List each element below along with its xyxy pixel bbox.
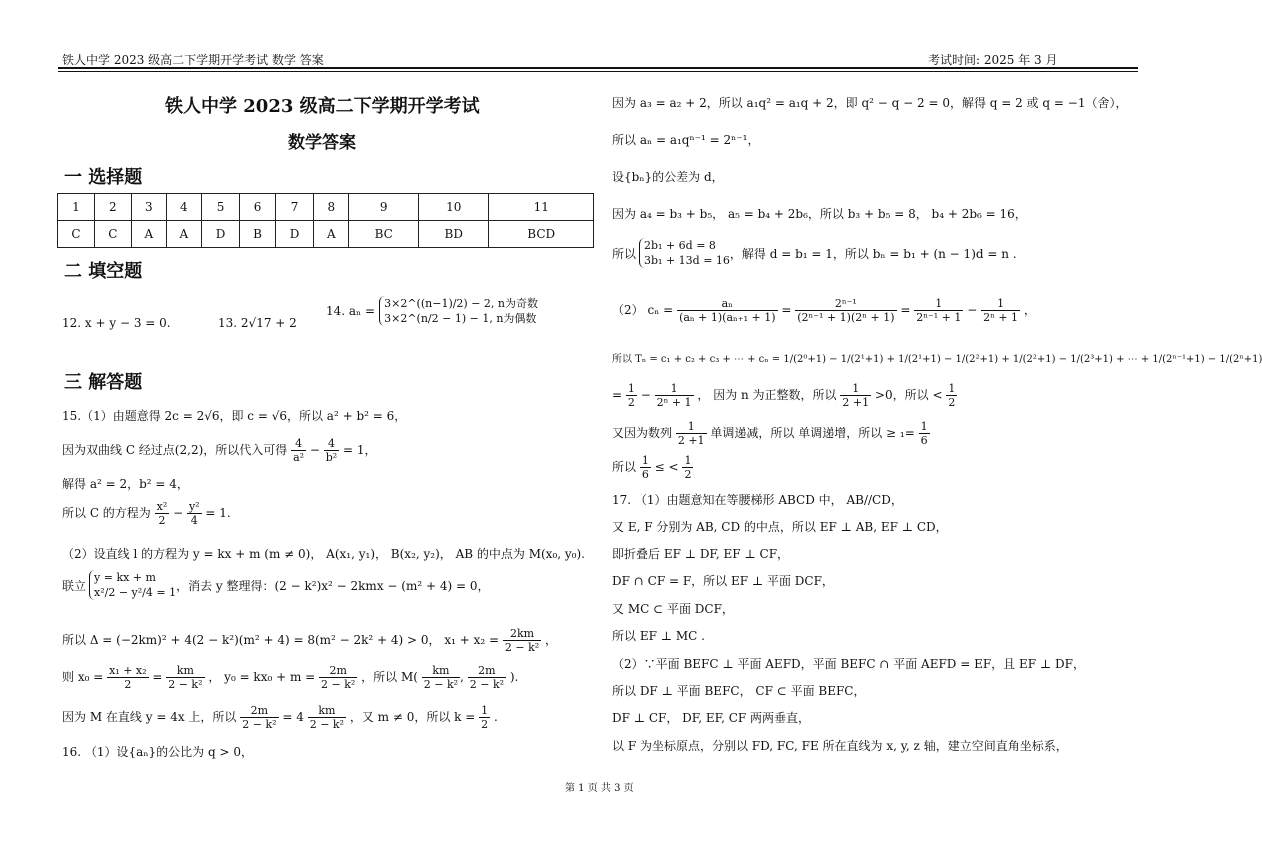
q15-line-7-text: 所以 Δ = (−2km)² + 4(2 − k²)(m² + 4) = 8(m² − 2k² + 4) > 0， x₁ + x₂ = [62,633,500,647]
q15-line-8-mid2: ，所以 M( [361,670,418,684]
fraction: $\frac{1}{6}$ [920,420,928,447]
r-line-13: 即折叠后 EF ⊥ DF, EF ⊥ CF， [612,547,790,561]
fraction: $\frac{2m}{\text{2 − k²}}$ [242,704,277,731]
fraction: $\frac{1}{2}$ [481,704,489,731]
q15-system [89,570,176,600]
r-line-10 [612,454,693,481]
r-system-eq2: 3b₁ + 13d = 16 [644,254,730,267]
r-line-14: DF ∩ CF = F，所以 EF ⊥ 平面 DCF， [612,574,834,588]
answer-choice: A [314,221,349,248]
r-line-20: 以 F 为坐标原点，分别以 FD, FC, FE 所在直线为 x, y, z 轴，建立空间直角坐标系， [612,739,1068,753]
fraction: $\frac{1}{\text{2ⁿ + 1}}$ [983,297,1019,324]
r-line-5-text: 所以 [612,246,637,261]
answer-number: 3 [131,194,166,221]
r-line-9-mid: 单调递减，所以 单调递增，所以 ≥ ₁= [710,426,915,440]
q15-line-9-mid: = 4 [282,710,304,724]
r-system [639,238,730,268]
fraction: $\frac{\text{aₙ}}{\text{(aₙ + 1)(aₙ₊₁ + 1)}}$ [679,297,776,324]
answer-choice: BCD [489,221,594,248]
answer-choice-row [58,221,594,248]
r-line-19: DF ⊥ CF， DF, EF, CF 两两垂直， [612,711,811,725]
answer-number: 9 [349,194,419,221]
fill-13-value: 2√17 + 2 [240,316,297,330]
fraction: $\frac{2m}{\text{2 − k²}}$ [469,664,505,691]
answer-number: 11 [489,194,594,221]
section-heading-choice: 一 选择题 [64,167,143,188]
answer-number: 7 [275,194,313,221]
fraction: $\frac{4}{\text{a²}}$ [293,437,305,464]
r-line-7 [612,350,1262,365]
fraction: $\frac{1}{\text{2ⁿ + 1}}$ [656,382,692,409]
q15-system-eq2: x²/2 − y²/4 = 1 [94,586,177,599]
r-line-5-end: ，解得 d = b₁ = 1，所以 bₙ = b₁ + (n − 1)d = n . [729,246,1017,261]
fraction: $\frac{2m}{\text{2 − k²}}$ [321,664,356,691]
fraction: $\frac{km}{\text{2 − k²}}$ [168,664,203,691]
q15-line-9-end: . [493,710,498,724]
fill-14-cases [379,296,538,326]
q15-line-8: 则 x₀ = $\frac{\text{x₁ + x₂}}{2}$ = $\frac{km}{\text{2 − k²}}$ ， y₀ = kx₀ + m = $\frac{2m}{\text{2 − k²}}$ ，所以 M( $\frac{km}{\text{2 − k²}}$ , $\frac{2m}{\text{2 − k²}}$ ). [62,664,519,691]
answer-number: 10 [419,194,489,221]
r-line-10-mid: ≤ < [654,460,679,474]
answer-choice: D [275,221,313,248]
r-line-9 [612,420,930,447]
r-line-8-mid: ， 因为 n 为正整数，所以 [697,388,837,402]
q15-line-3: 解得 a² = 2，b² = 4， [62,477,189,491]
answer-number: 5 [201,194,239,221]
r-line-11: 17. （1）由题意知在等腰梯形 ABCD 中， AB//CD， [612,493,903,507]
fill-answer-13 [218,316,297,330]
section-heading-solve: 三 解答题 [64,372,143,393]
answer-choice: C [94,221,131,248]
q15-line-7 [62,627,557,654]
fraction: $\frac{\text{2ⁿ⁻¹}}{\text{(2ⁿ⁻¹ + 1)(2ⁿ + 1)}}$ [797,297,895,324]
page-title: 铁人中学 2023 级高二下学期开学考试 [165,96,480,117]
q15-line-8-mid: ， y₀ = kx₀ + m = [208,670,316,684]
r-line-6-end: ， [1023,303,1036,317]
answer-number: 4 [166,194,201,221]
answer-number: 1 [58,194,95,221]
r-line-10-text: 所以 [612,460,637,474]
fraction: $\frac{1}{2}$ [948,382,956,409]
fill-13-label: 13. [218,316,238,330]
q15-system-eq1: y = kx + m [94,571,156,584]
fill-answer-14 [326,296,538,326]
r-line-15: 又 MC ⊂ 平面 DCF， [612,602,734,616]
q15-line-9-text: 因为 M 在直线 y = 4x 上，所以 [62,710,237,724]
answer-number-row [58,194,594,221]
q16-line-1: 16. （1）设{aₙ}的公比为 q > 0， [62,745,253,759]
fraction: $\frac{\text{y²}}{4}$ [188,500,200,527]
r-line-2: 所以 aₙ = a₁qⁿ⁻¹ = 2ⁿ⁻¹， [612,133,760,147]
answer-choice: BC [349,221,419,248]
answer-choice: BD [419,221,489,248]
section-heading-fill: 二 填空题 [64,261,143,282]
fraction: $\frac{1}{2 +1}$ [842,382,870,409]
r-line-16: 所以 EF ⊥ MC . [612,629,705,643]
fraction: $\frac{1}{2}$ [684,454,692,481]
q15-line-2-text: 因为双曲线 C 经过点(2,2)，所以代入可得 [62,443,288,457]
fraction: $\frac{1}{\text{2ⁿ⁻¹ + 1}}$ [916,297,962,324]
q15-line-6-text: 联立 [62,578,87,593]
header-rule-thin [58,71,1138,72]
fraction: $\frac{2km}{\text{2 − k²}}$ [504,627,540,654]
header-rule-thick [58,67,1138,69]
q15-line-8-text: 则 x₀ = [62,670,104,684]
q15-line-8-end: ). [509,670,519,684]
page-subtitle: 数学答案 [288,133,356,153]
q15-line-7-end: ， [545,633,558,647]
r-line-17: （2）∵平面 BEFC ⊥ 平面 AEFD，平面 BEFC ∩ 平面 AEFD = EF，且 EF ⊥ DF， [612,657,1085,671]
q15-line-6 [62,570,489,600]
q15-line-4: 所以 C 的方程为 $\frac{\text{x²}}{2}$ − $\frac{\text{y²}}{4}$ = 1. [62,500,231,527]
r-line-8-text: = [612,388,623,402]
fraction: $\frac{\text{x₁ + x₂}}{2}$ [109,664,147,691]
fill-14-case-even: 3×2^(n/2 − 1) − 1, n为偶数 [384,312,537,325]
page-footer: 第 1 页 共 3 页 [565,783,634,794]
answer-choice: A [166,221,201,248]
q15-line-2-end: = 1， [343,443,377,457]
fill-answer-12: 12. x + y − 3 = 0. [62,316,171,330]
fraction: $\frac{1}{2 +1}$ [677,420,705,447]
fill-14-case-odd: 3×2^((n−1)/2) − 2, n为奇数 [384,297,539,310]
q15-line-9-mid2: ，又 m ≠ 0，所以 k = [349,710,476,724]
r-line-8-mid2: >0，所以 < [874,388,943,402]
r-line-6: （2） cₙ = $\frac{\text{aₙ}}{\text{(aₙ + 1)(aₙ₊₁ + 1)}}$ = $\frac{\text{2ⁿ⁻¹}}{\text{(2ⁿ⁻¹ + 1)(2ⁿ + 1)}}$ = $\frac{1}{\text{2ⁿ⁻¹ + 1}}$ − $\frac{1}{\text{2ⁿ + 1}}$ ， [612,297,1036,324]
q15-line-6-end: ，消去 y 整理得：(2 − k²)x² − 2kmx − (m² + 4) = 0， [176,578,490,593]
q15-line-5: （2）设直线 l 的方程为 y = kx + m (m ≠ 0)， A(x₁, y₁)， B(x₂, y₂)， AB 的中点为 M(x₀, y₀). [62,547,585,561]
r-line-5 [612,238,1017,268]
r-line-7-text: 所以 Tₙ = c₁ + c₂ + c₃ + ⋯ + cₙ = [612,354,781,365]
r-line-9-text: 又因为数列 [612,426,673,440]
r-line-3: 设{bₙ}的公差为 d， [612,170,724,184]
header-right: 考试时间: 2025 年 3 月 [928,53,1058,67]
q15-line-9 [62,704,498,731]
fraction: $\frac{1}{2}$ [627,382,635,409]
q15-line-4-text: 所以 C 的方程为 [62,506,151,520]
fraction: $\frac{1}{6}$ [641,454,649,481]
answer-table [57,193,594,248]
answer-number: 2 [94,194,131,221]
r-line-1: 因为 a₃ = a₂ + 2，所以 a₁q² = a₁q + 2，即 q² − q − 2 = 0，解得 q = 2 或 q = −1（舍）， [612,96,1128,110]
answer-choice: B [240,221,276,248]
answer-choice: C [58,221,95,248]
header-left: 铁人中学 2023 级高二下学期开学考试 数学 答案 [62,53,324,67]
fraction: $\frac{km}{\text{2 − k²}}$ [309,704,345,731]
r-line-18: 所以 DF ⊥ 平面 BEFC， CF ⊂ 平面 BEFC， [612,684,866,698]
q15-line-1: 15.（1）由题意得 2c = 2√6，即 c = √6，所以 a² + b² = 6， [62,409,407,423]
answer-number: 6 [240,194,276,221]
fill-14-label: 14. aₙ = [326,304,376,318]
r-line-8: = $\frac{1}{2}$ − $\frac{1}{\text{2ⁿ + 1}}$ ， 因为 n 为正整数，所以 $\frac{1}{2 +1}$ >0，所以 < $\frac{1}{2}$ [612,382,956,409]
answer-choice: D [201,221,239,248]
r-line-7-sum: 1/(2⁰+1) − 1/(2¹+1) + 1/(2¹+1) − 1/(2²+1) + 1/(2²+1) − 1/(2³+1) + ⋯ + 1/(2ⁿ⁻¹+1) − 1/(2ⁿ+1) [783,354,1262,365]
answer-choice: A [131,221,166,248]
r-line-4: 因为 a₄ = b₃ + b₅， a₅ = b₄ + 2b₆，所以 b₃ + b₅ = 8， b₄ + 2b₆ = 16， [612,207,1027,221]
fraction: $\frac{km}{\text{2 − k²}}$ [423,664,459,691]
r-system-eq1: 2b₁ + 6d = 8 [644,239,716,252]
q15-line-2: 因为双曲线 C 经过点(2,2)，所以代入可得 $\frac{4}{\text{a²}}$ − $\frac{4}{\text{b²}}$ = 1， [62,437,377,464]
r-line-6-text: （2） cₙ = [612,303,674,317]
q15-line-4-end: = 1. [205,506,231,520]
fraction: $\frac{\text{x²}}{2}$ [156,500,168,527]
answer-number: 8 [314,194,349,221]
r-line-12: 又 E, F 分别为 AB, CD 的中点，所以 EF ⊥ AB, EF ⊥ CD， [612,520,948,534]
fraction: $\frac{4}{\text{b²}}$ [325,437,338,464]
